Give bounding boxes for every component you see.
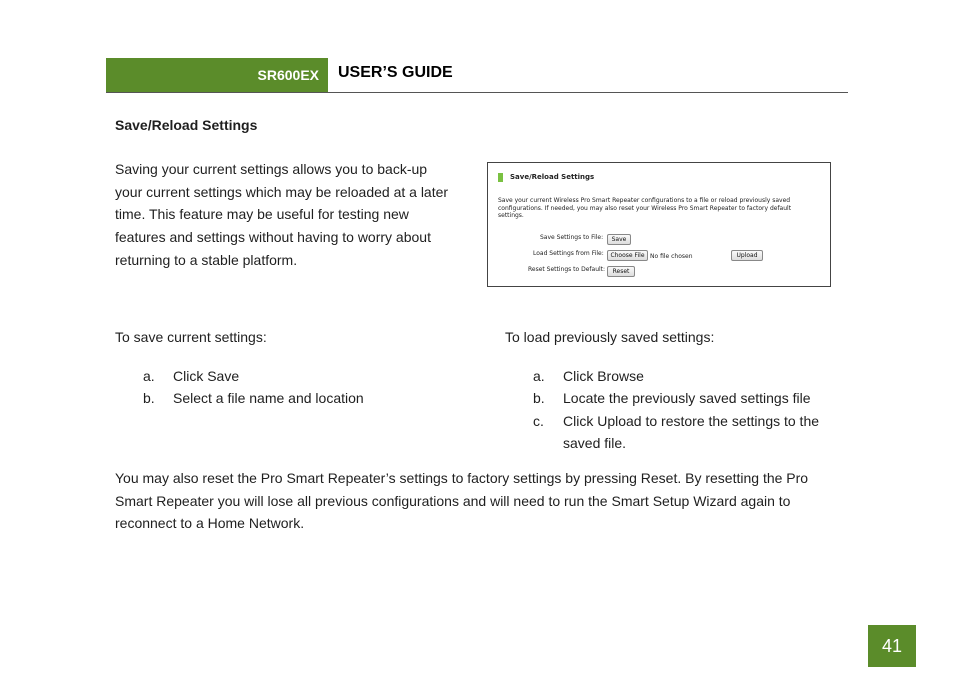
list-item bbox=[505, 410, 819, 432]
closing-line: Smart Repeater you will lose all previous configurations and will need to run the Smart Setup Wizard again to bbox=[115, 492, 791, 509]
save-steps-heading: To save current settings: bbox=[115, 329, 267, 345]
settings-screenshot bbox=[487, 162, 831, 287]
intro-line: time. This feature may be useful for testing new bbox=[115, 206, 409, 223]
list-item bbox=[115, 365, 364, 387]
list-marker: a. bbox=[533, 368, 545, 384]
list-text: saved file. bbox=[563, 435, 627, 452]
screenshot-title: Save/Reload Settings bbox=[510, 173, 595, 181]
closing-line: reconnect to a Home Network. bbox=[115, 515, 305, 532]
list-item bbox=[505, 365, 819, 387]
list-marker: c. bbox=[533, 412, 544, 429]
section-marker-icon bbox=[498, 173, 503, 182]
intro-line: returning to a stable platform. bbox=[115, 251, 298, 268]
list-item bbox=[115, 387, 364, 409]
reset-button[interactable]: Reset bbox=[607, 266, 635, 277]
reset-settings-label: Reset Settings to Default: bbox=[528, 266, 606, 273]
list-marker: b. bbox=[533, 390, 545, 407]
header-divider bbox=[106, 92, 848, 93]
header-product-bar bbox=[106, 58, 328, 92]
load-steps-list bbox=[505, 365, 819, 455]
list-item bbox=[505, 387, 819, 409]
header-product: SR600EX bbox=[257, 67, 319, 83]
intro-line: Saving your current settings allows you to back-up bbox=[115, 161, 428, 177]
page-number: 41 bbox=[868, 625, 916, 667]
list-marker: b. bbox=[143, 390, 155, 407]
save-settings-label: Save Settings to File: bbox=[540, 234, 604, 241]
list-text: Click Save bbox=[173, 368, 240, 384]
load-steps-heading: To load previously saved settings: bbox=[505, 329, 715, 345]
upload-button[interactable]: Upload bbox=[731, 250, 763, 261]
save-steps-list bbox=[115, 365, 364, 410]
no-file-text: No file chosen bbox=[650, 253, 693, 260]
list-text: Select a file name and location bbox=[173, 390, 364, 407]
screenshot-description: Save your current Wireless Pro Smart Repeater configurations to a file or reload previously saved configurations. If needed, you may also reset your Wireless Pro Smart Repeater to factory default settings. bbox=[498, 197, 792, 219]
list-text: Click Upload to restore the settings to the bbox=[563, 412, 820, 429]
list-text: Click Browse bbox=[563, 368, 644, 384]
intro-line: features and settings without having to worry about bbox=[115, 229, 431, 246]
choose-file-button[interactable]: Choose File bbox=[607, 250, 648, 261]
header-title: USER’S GUIDE bbox=[338, 64, 453, 81]
list-item bbox=[505, 432, 819, 454]
closing-paragraph bbox=[115, 467, 855, 535]
save-button[interactable]: Save bbox=[607, 234, 631, 245]
closing-line: You may also reset the Pro Smart Repeater’s settings to factory settings by pressing Reset. By resetting the Pro bbox=[115, 470, 809, 486]
list-text: Locate the previously saved settings file bbox=[563, 390, 811, 407]
intro-paragraph bbox=[115, 158, 475, 272]
load-settings-label: Load Settings from File: bbox=[533, 250, 604, 257]
list-marker: a. bbox=[143, 368, 155, 384]
intro-line: your current settings which may be reloaded at a later bbox=[115, 183, 449, 200]
section-title: Save/Reload Settings bbox=[115, 117, 258, 133]
